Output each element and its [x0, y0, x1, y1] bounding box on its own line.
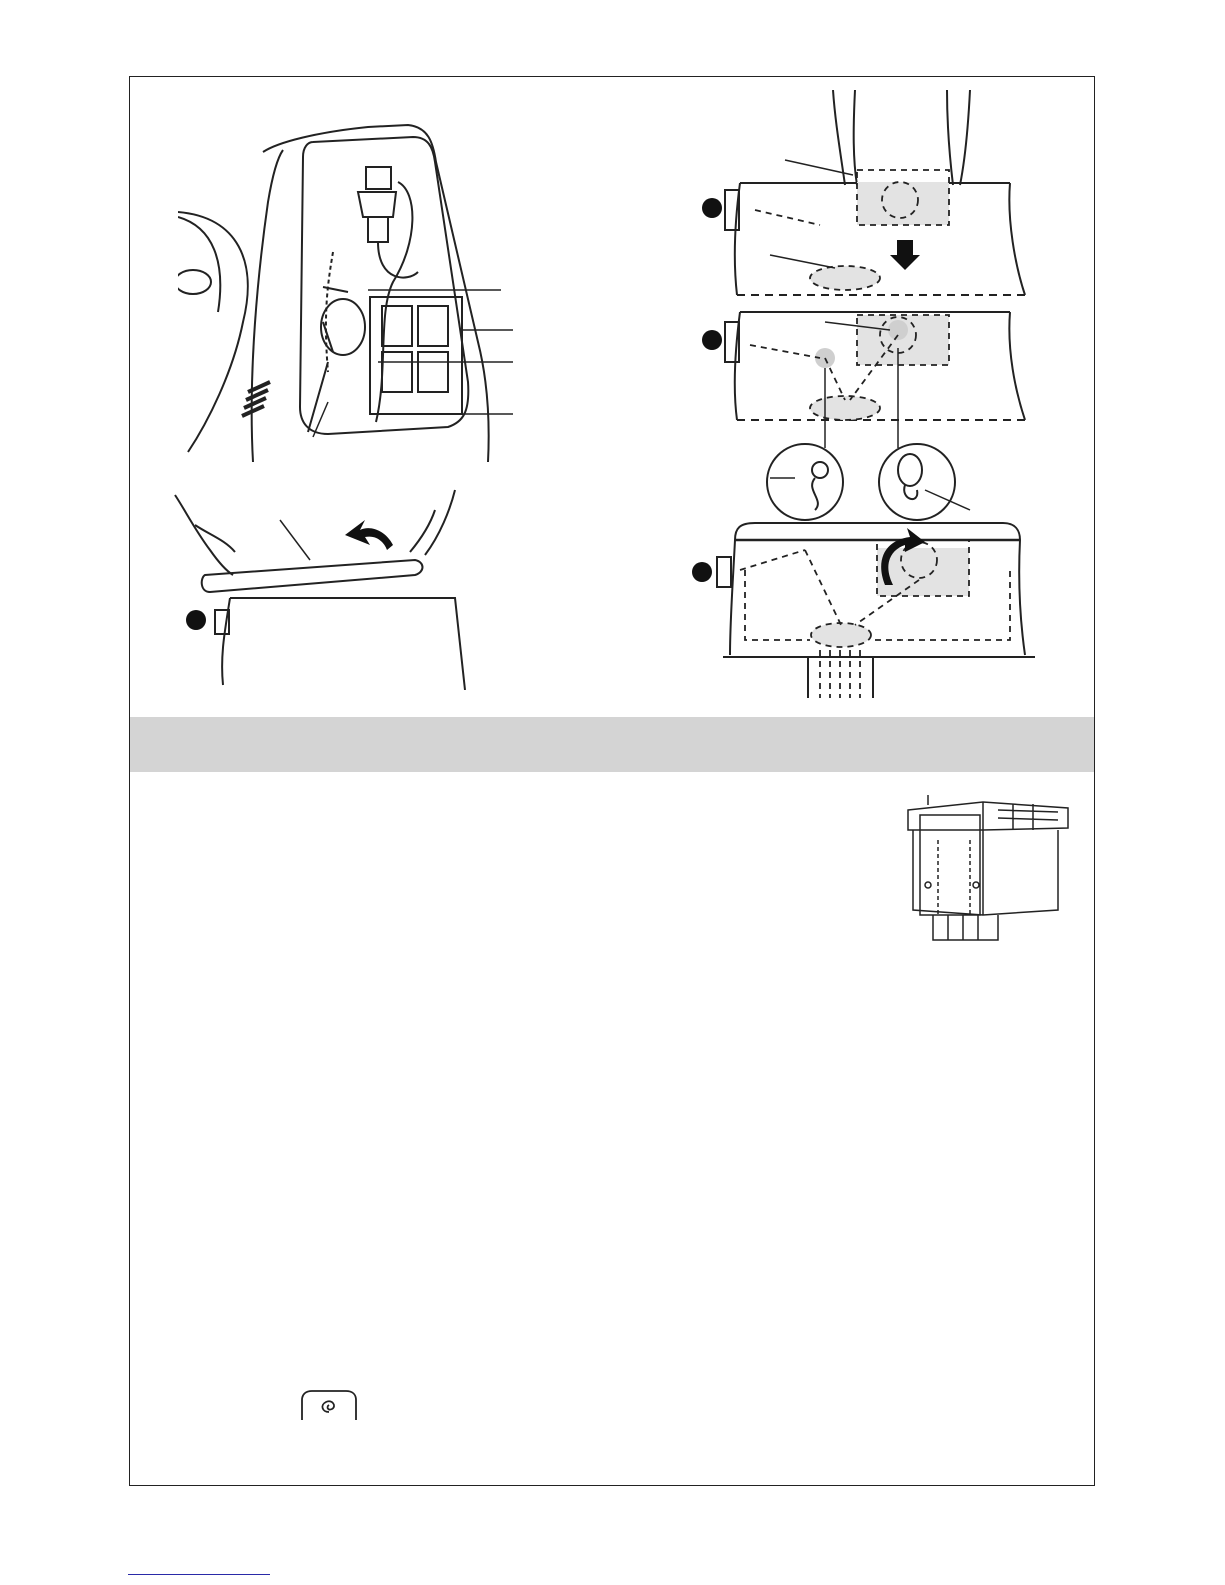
flush-sequence-diagram — [685, 90, 1040, 705]
lid-removal-diagram — [165, 480, 475, 690]
cistern-unit-drawing — [888, 790, 1078, 950]
flush-button[interactable] — [300, 1390, 358, 1421]
page-link-underline[interactable] — [128, 1574, 270, 1575]
section-header-band — [130, 717, 1094, 772]
swirl-flush-icon — [300, 1390, 358, 1421]
tank-interior-diagram — [178, 122, 513, 467]
